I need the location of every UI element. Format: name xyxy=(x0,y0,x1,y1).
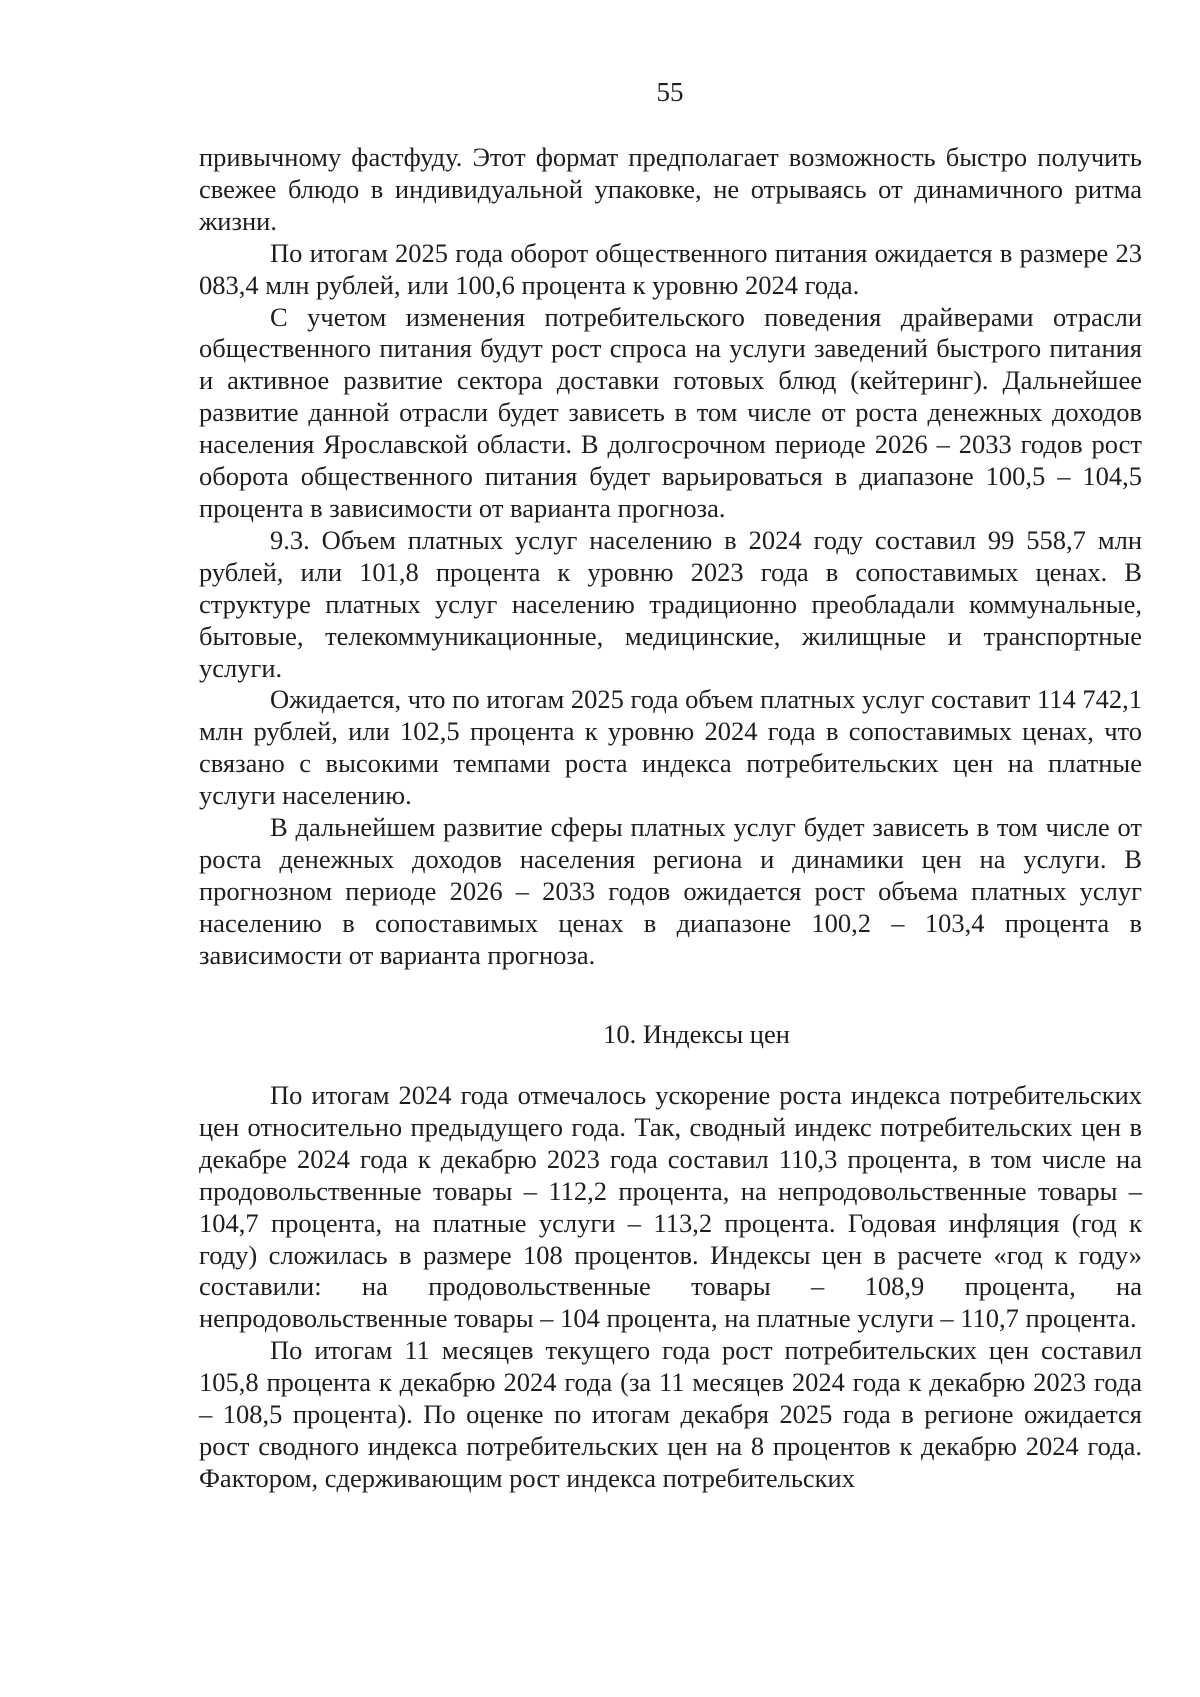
page-number: 55 xyxy=(656,77,684,107)
paragraph: По итогам 11 месяцев текущего года рост потребительских цен составил 105,8 процента к декабрю 2024 года (за 11 месяцев 2024 года к декабрю 2023 года – 108,5 процента). По оценке по итогам декабря 2025 года в регионе ожидается рост сводного индекса потребительских цен на 8 процентов к декабрю 2024 года. Фактором, сдерживающим рост индекса потребительских xyxy=(199,1335,1142,1493)
body-text-before-heading xyxy=(199,142,1142,972)
paragraph: По итогам 2024 года отмечалось ускорение роста индекса потребительских цен относительно предыдущего года. Так, сводный индекс потребительских цен в декабре 2024 года к декабрю 2023 года составил 110,3 процента, в том числе на продовольственные товары – 112,2 процента, на непродовольственные товары – 104,7 процента, на платные услуги – 113,2 процента. Годовая инфляция (год к году) сложилась в размере 108 процентов. Индексы цен в расчете «год к году» составили: на продовольственные товары – 108,9 процента, на непродовольственные товары – 104 процента, на платные услуги – 110,7 процента. xyxy=(199,1080,1142,1334)
paragraph: С учетом изменения потребительского поведения драйверами отрасли общественного питания будут рост спроса на услуги заведений быстрого питания и активное развитие сектора доставки готовых блюд (кейтеринг). Дальнейшее развитие данной отрасли будет зависеть в том числе от роста денежных доходов населения Ярославской области. В долгосрочном периоде 2026 – 2033 годов рост оборота общественного питания будет варьироваться в диапазоне 100,5 – 104,5 процента в зависимости от варианта прогноза. xyxy=(199,301,1142,523)
paragraph: В дальнейшем развитие сферы платных услуг будет зависеть в том числе от роста денежных доходов населения региона и динамики цен на услуги. В прогнозном периоде 2026 – 2033 годов ожидается рост объема платных услуг населению в сопоставимых ценах в диапазоне 100,2 – 103,4 процента в зависимости от варианта прогноза. xyxy=(199,812,1142,970)
paragraph: 9.3. Объем платных услуг населению в 2024 году составил 99 558,7 млн рублей, или 101,8 процента к уровню 2023 года в сопоставимых ценах. В структуре платных услуг населению традиционно преобладали коммунальные, бытовые, телекоммуникационные, медицинские, жилищные и транспортные услуги. xyxy=(199,524,1142,683)
paragraph: Ожидается, что по итогам 2025 года объем платных услуг составит 114 742,1 млн рублей, или 102,5 процента к уровню 2024 года в сопоставимых ценах, что связано с высокими темпами роста индекса потребительских цен на платные услуги населению. xyxy=(199,684,1142,811)
paragraph: По итогам 2025 года оборот общественного питания ожидается в размере 23 083,4 млн рублей, или 100,6 процента к уровню 2024 года. xyxy=(199,237,1142,300)
paragraph: привычному фастфуду. Этот формат предполагает возможность быстро получить свежее блюдо в индивидуальной упаковке, не отрываясь от динамичного ритма жизни. xyxy=(199,142,1142,236)
section-heading: 10. Индексы цен xyxy=(603,1019,790,1049)
body-text-after-heading xyxy=(199,1080,1142,1495)
